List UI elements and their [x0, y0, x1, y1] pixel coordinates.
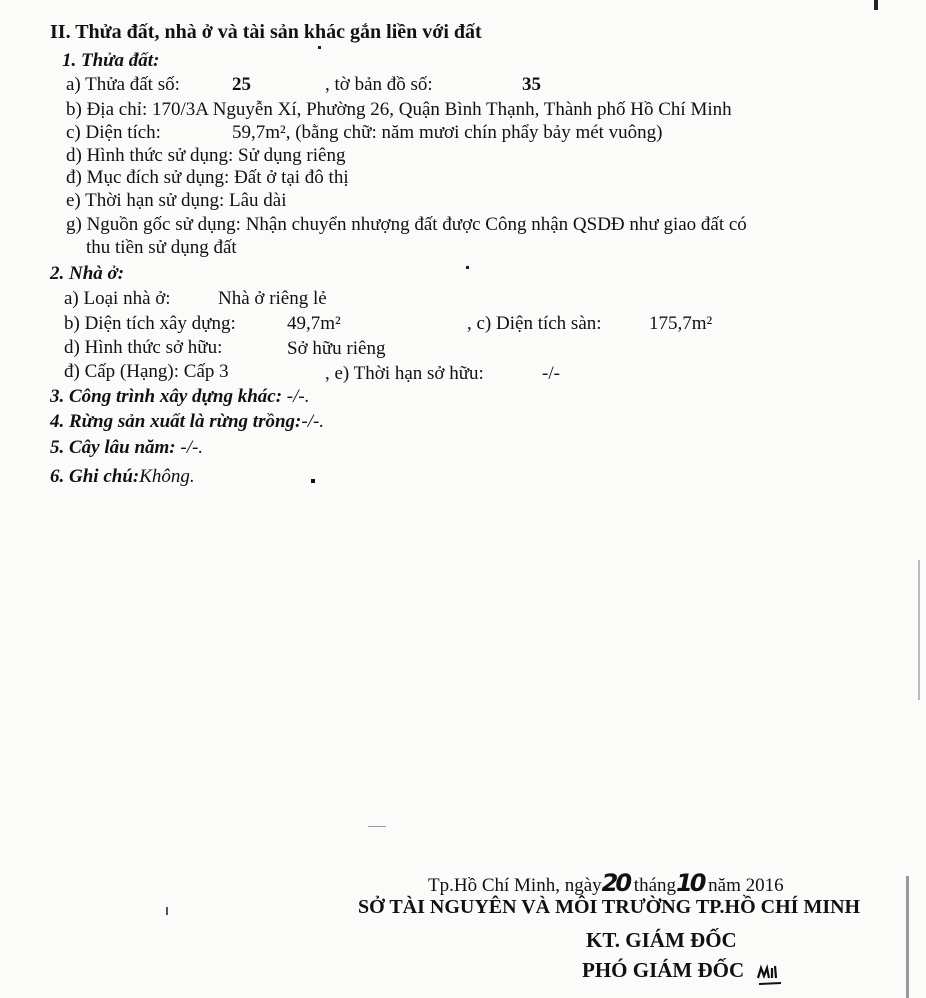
origin-line-1: g) Nguồn gốc sử dụng: Nhận chuyển nhượng đất được Công nhận QSDĐ như giao đất có [66, 214, 747, 235]
own-term-value: -/- [542, 363, 560, 384]
note-value: Không. [139, 466, 195, 487]
section-title: II. Thửa đất, nhà ở và tài sản khác gắn liền với đất [50, 21, 482, 43]
sign-day: 20 [601, 869, 630, 897]
land-heading: 1. Thửa đất: [62, 50, 160, 71]
house-type-label: a) Loại nhà ở: [64, 288, 171, 309]
other-construction-label: 3. Công trình xây dựng khác: [50, 386, 283, 407]
signer-title-1: KT. GIÁM ĐỐC [586, 928, 737, 952]
scan-dot [311, 479, 315, 483]
use-purpose: đ) Mục đích sử dụng: Đất ở tại đô thị [66, 167, 349, 188]
initials-mark-icon [756, 960, 784, 990]
house-grade: đ) Cấp (Hạng): Cấp 3 [64, 361, 229, 382]
agency-name: SỞ TÀI NGUYÊN VÀ MÔI TRƯỜNG TP.HỒ CHÍ MINH [358, 896, 861, 918]
area-label: c) Diện tích: [66, 122, 161, 143]
edge-shadow [906, 876, 909, 998]
forest-label: 4. Rừng sản xuất là rừng trồng: [50, 411, 302, 432]
other-construction-value: -/-. [282, 386, 310, 407]
house-type-value: Nhà ở riêng lẻ [218, 288, 327, 309]
use-term: e) Thời hạn sử dụng: Lâu dài [66, 190, 287, 211]
scan-dot [466, 266, 469, 269]
scan-tick [166, 907, 168, 915]
scan-dot [318, 46, 321, 49]
edge-shadow [918, 560, 920, 700]
own-term-label: , e) Thời hạn sở hữu: [325, 363, 484, 384]
use-form: d) Hình thức sử dụng: Sử dụng riêng [66, 145, 346, 166]
floor-area-label: , c) Diện tích sàn: [467, 313, 602, 334]
parcel-label: a) Thửa đất số: [66, 74, 180, 95]
note-label: 6. Ghi chú: [50, 466, 140, 487]
perennial-label: 5. Cây lâu năm: [50, 437, 176, 458]
other-construction [50, 386, 309, 408]
own-form-value: Sở hữu riêng [287, 338, 386, 359]
signer-title-2: PHÓ GIÁM ĐỐC [582, 958, 745, 982]
scan-mark [874, 0, 878, 10]
origin-line-2: thu tiền sử dụng đất [86, 237, 237, 258]
map-label: , tờ bản đồ số: [325, 74, 433, 95]
floor-area-value: 175,7m² [649, 313, 713, 334]
build-area-value: 49,7m² [287, 313, 341, 334]
house-heading: 2. Nhà ở: [50, 263, 125, 284]
note [50, 466, 195, 488]
perennial [50, 437, 203, 459]
forest-value: -/-. [301, 411, 325, 432]
own-form-label: d) Hình thức sở hữu: [64, 337, 223, 358]
map-number: 35 [522, 74, 541, 95]
scan-dash [368, 826, 386, 827]
forest [50, 411, 324, 433]
sign-month-label: tháng [633, 875, 677, 896]
sign-date-line [428, 869, 784, 897]
perennial-value: -/-. [175, 437, 204, 458]
sign-month: 10 [676, 869, 704, 897]
build-area-label: b) Diện tích xây dựng: [64, 313, 236, 334]
area-value: 59,7m², (bằng chữ: năm mươi chín phẩy bảy mét vuông) [232, 122, 663, 143]
sign-place: Tp.Hồ Chí Minh, ngày [428, 875, 602, 896]
sign-year: năm 2016 [708, 875, 784, 896]
parcel-number: 25 [232, 74, 251, 95]
address-line: b) Địa chỉ: 170/3A Nguyễn Xí, Phường 26, Quận Bình Thạnh, Thành phố Hồ Chí Minh [66, 99, 732, 120]
